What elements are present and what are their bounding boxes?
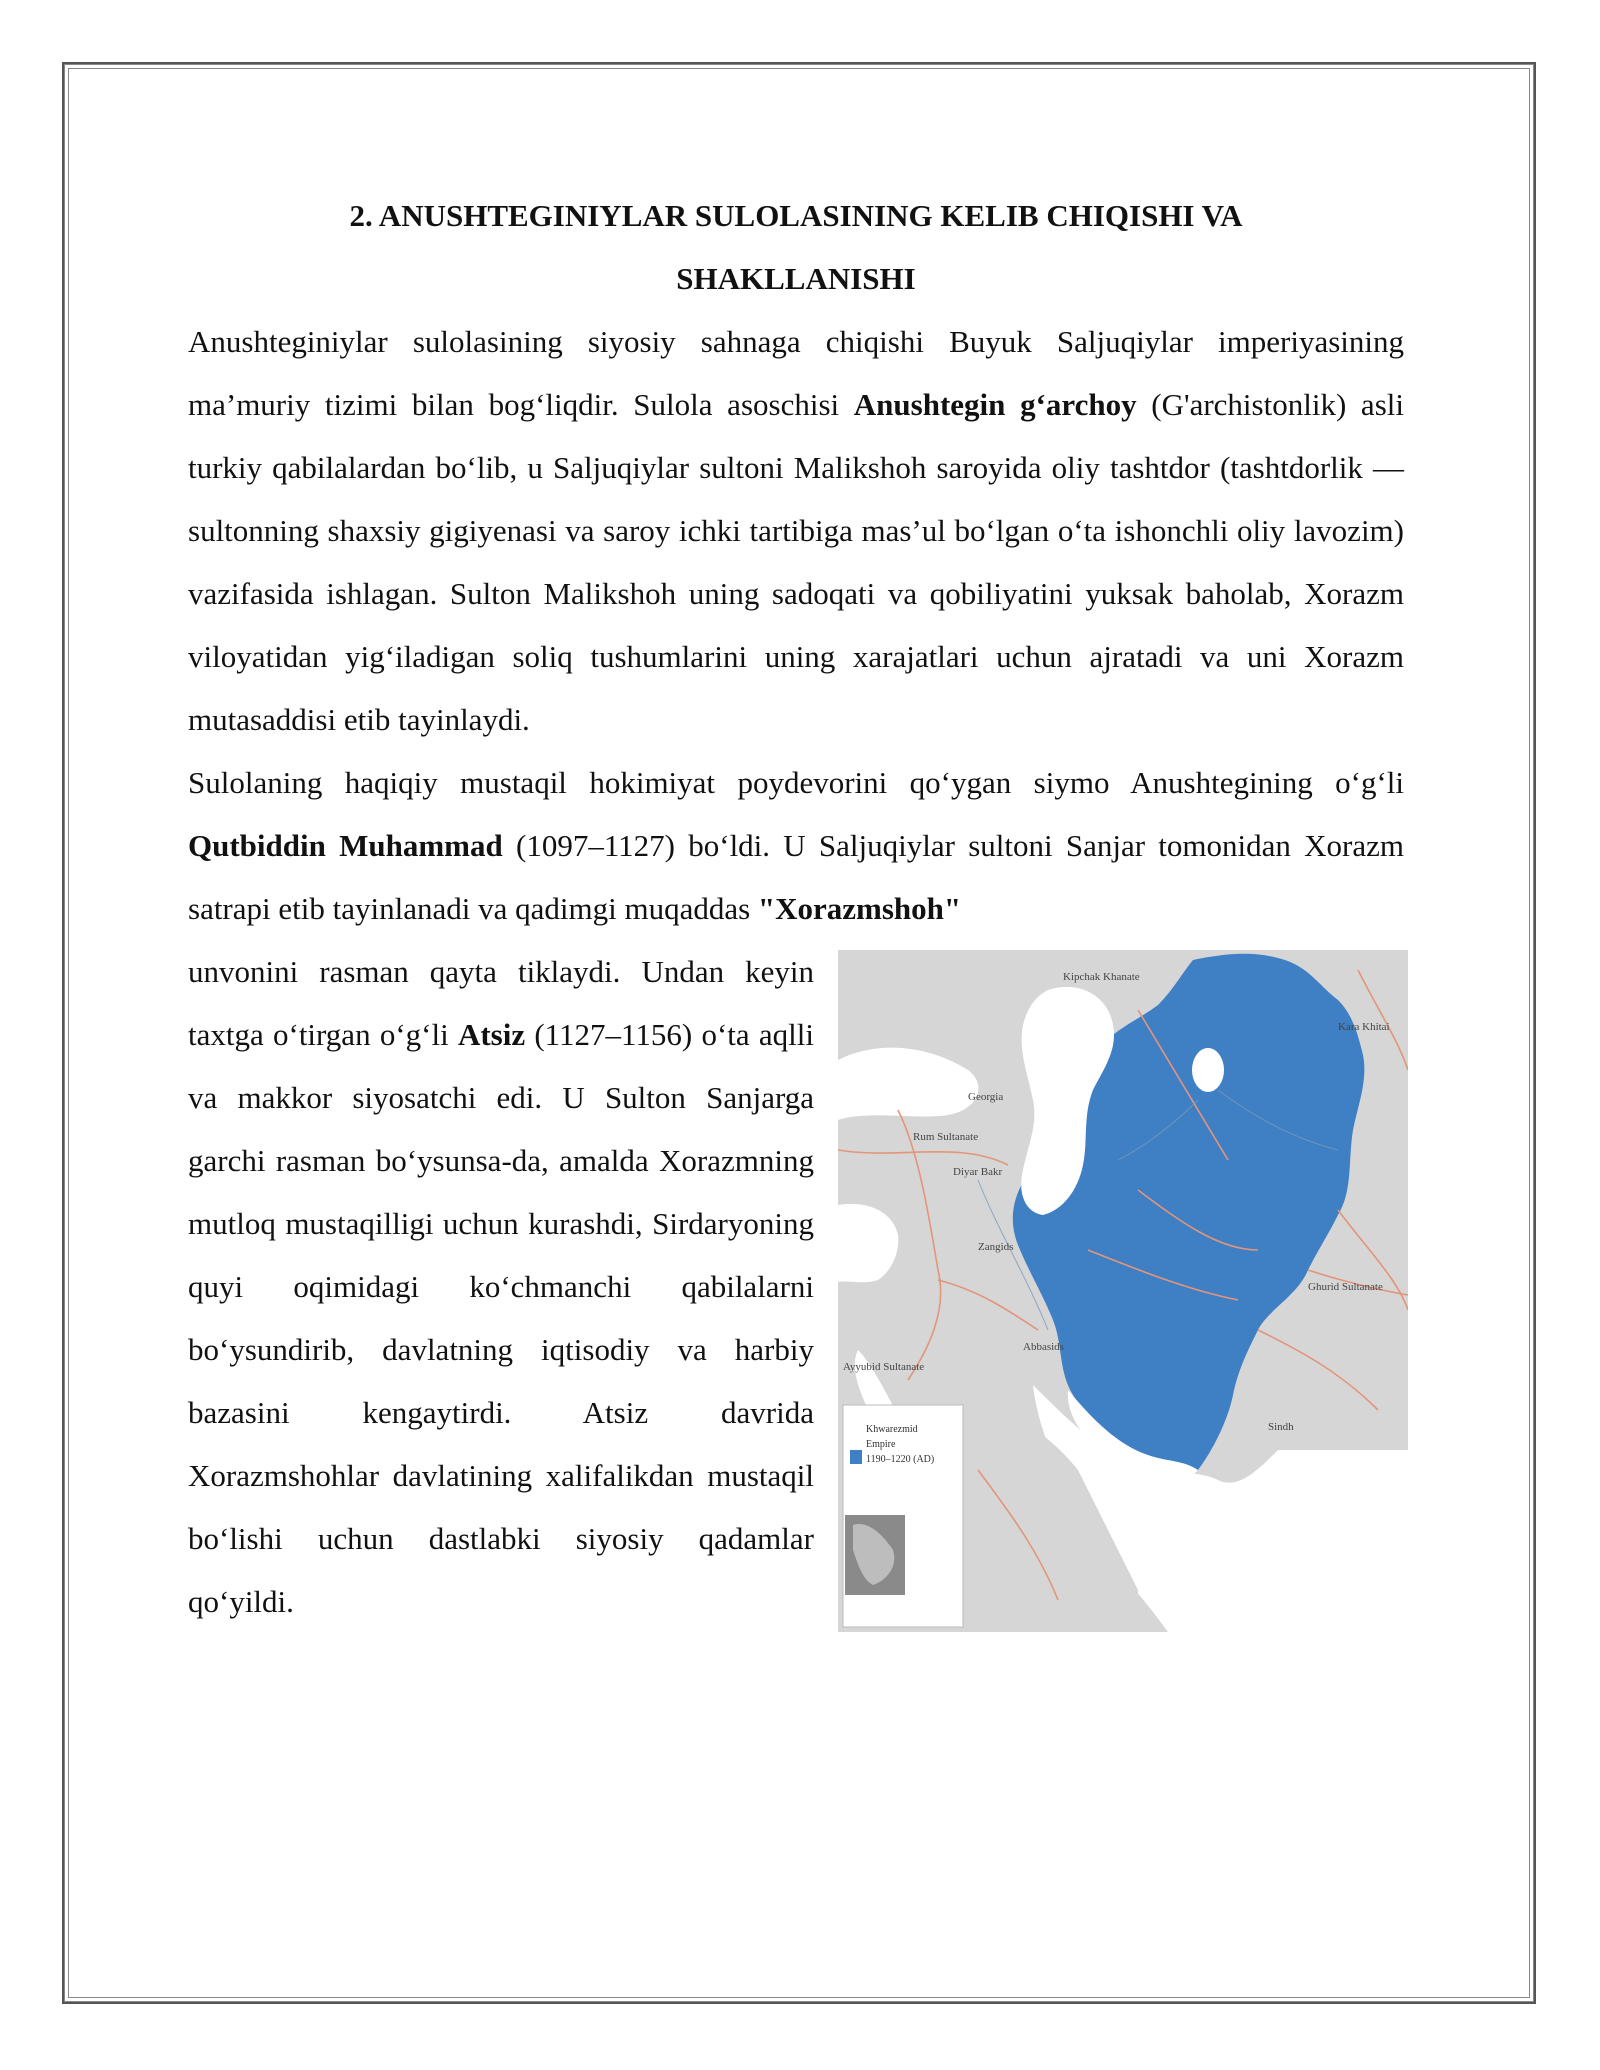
map-label-zangids: Zangids xyxy=(978,1241,1014,1253)
map-label-abbasids: Abbasids xyxy=(1023,1341,1064,1353)
paragraph-3-text-b: (1127–1156) o‘ta aqlli va makkor siyosatchi edi. U Sulton Sanjarga garchi rasman bo‘ysunsa-da, amalda Xorazmning mutloq mustaqilligi uchun kurashdi, Sirdaryoning quyi oqimidagi ko‘chmanchi qabilalarni bo‘ysundirib, davlatning iqtisodiy va harbiy bazasini kengaytirdi. Atsiz davrida Xorazmshohlar davlatining xalifalikdan mustaqil bo‘lishi uchun dastlabki siyosiy qadamlar qo‘yildi. xyxy=(188,1017,815,1619)
paragraph-1-text-a: Anushteginiylar sulolasining siyosiy sahnaga chiqishi Buyuk Saljuqiylar imperiyasining ma’muriy tizimi bilan bog‘liqdir. Sulola asoschisi xyxy=(188,324,1404,422)
map-label-ayyubids: Ayyubid Sultanate xyxy=(843,1361,925,1373)
paragraph-2-bold-name: Qutbiddin Muhammad xyxy=(188,828,503,863)
aral-sea xyxy=(1192,1048,1224,1092)
legend-line1: Khwarezmid xyxy=(866,1424,918,1435)
map-label-kipchak: Kipchak Khanate xyxy=(1063,971,1140,983)
section-title xyxy=(188,184,1404,310)
paragraph-2-text-b: (1097–1127) bo‘ldi. U Saljuqiylar sultoni Sanjar tomonidan Xorazm satrapi etib tayinlanadi va qadimgi muqaddas xyxy=(188,828,1404,926)
legend-line2: Empire xyxy=(866,1439,896,1450)
paragraph-3-text-a: unvonini rasman qayta tiklaydi. Undan keyin taxtga o‘tirgan o‘g‘li xyxy=(188,954,814,1052)
text-with-map xyxy=(188,940,1404,1633)
paragraph-3-bold-name: Atsiz xyxy=(457,1017,526,1052)
legend-swatch xyxy=(850,1450,862,1464)
map-label-rum: Rum Sultanate xyxy=(913,1131,979,1143)
khwarezmid-empire-map xyxy=(838,950,1408,1632)
paragraph-2-text-a: Sulolaning haqiqiy mustaqil hokimiyat poydevorini qo‘ygan siymo Anushtegining o‘g‘li xyxy=(188,765,1404,800)
document-content xyxy=(188,184,1404,1633)
paragraph-1-text-b: (G'archistonlik) asli turkiy qabilalardan bo‘lib, u Saljuqiylar sultoni Malikshoh saroyida oliy tashtdor (tashtdorlik — sultonning shaxsiy gigiyenasi va saroy ichki tartibiga mas’ul bo‘lgan o‘ta ishonchli oliy lavozim) vazifasida ishlagan. Sulton Malikshoh uning sadoqati va qobiliyatini yuksak baholab, Xorazm viloyatidan yig‘iladigan soliq tushumlarini uning xarajatlari uchun ajratadi va uni Xorazm mutasaddisi etib tayinlaydi. xyxy=(188,387,1404,737)
paragraph-2 xyxy=(188,751,1404,940)
section-title-line2: SHAKLLANISHI xyxy=(676,261,916,296)
paragraph-1 xyxy=(188,310,1404,751)
map-label-georgia: Georgia xyxy=(968,1091,1004,1103)
legend-line3: 1190–1220 (AD) xyxy=(866,1454,935,1465)
paragraph-1-bold-name: Anushtegin g‘archoy xyxy=(853,387,1137,422)
map-label-diyar-bakr: Diyar Bakr xyxy=(953,1166,1003,1178)
map-label-ghurid: Ghurid Sultanate xyxy=(1308,1281,1383,1293)
map-label-sindh: Sindh xyxy=(1268,1421,1294,1433)
paragraph-3 xyxy=(188,940,814,1633)
map-label-kara-khitai: Kara Khitai xyxy=(1338,1021,1390,1033)
map-svg xyxy=(838,950,1408,1632)
section-title-line1: 2. ANUSHTEGINIYLAR SULOLASINING KELIB CHIQISHI VA xyxy=(349,198,1243,233)
paragraph-2-bold-title: "Xorazmshoh" xyxy=(757,891,962,926)
map-legend xyxy=(843,1405,963,1627)
